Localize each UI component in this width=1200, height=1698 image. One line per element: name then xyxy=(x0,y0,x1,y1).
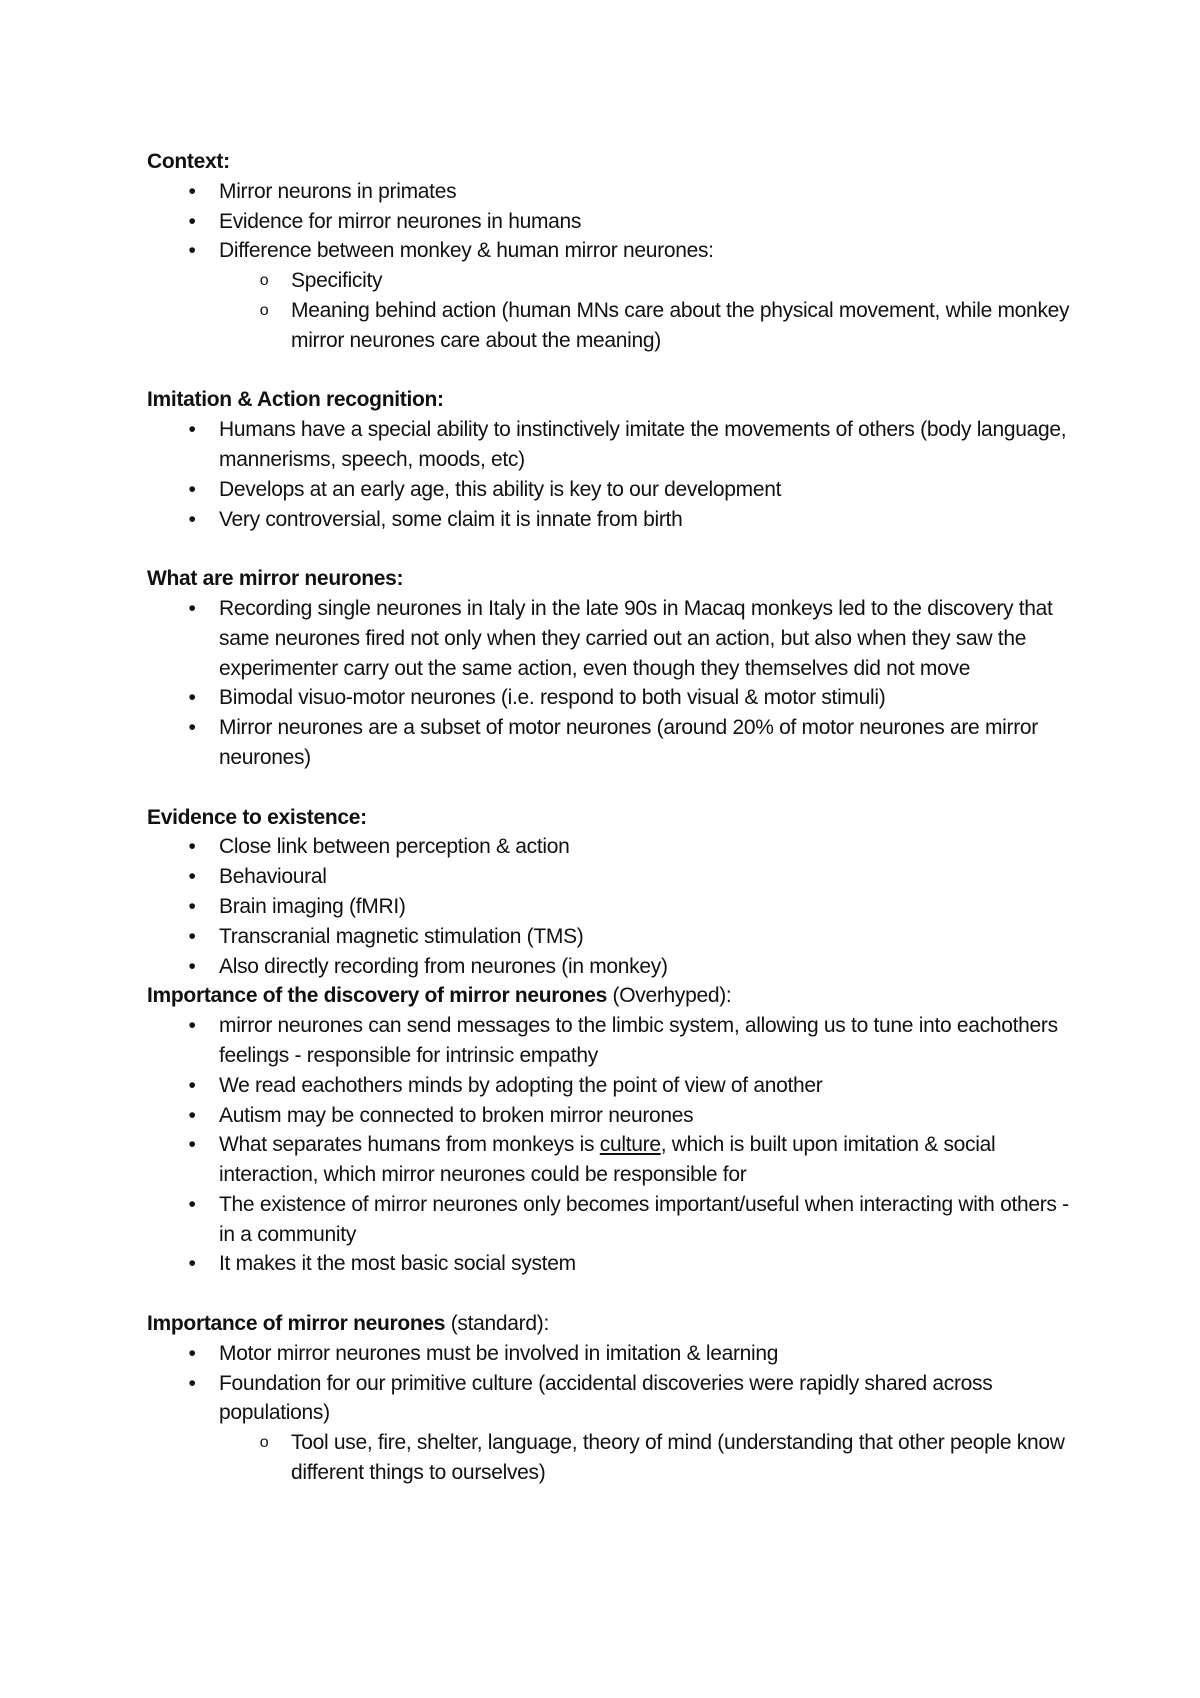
section-heading: What are mirror neurones: xyxy=(147,567,404,591)
bullet-icon: • xyxy=(188,1252,196,1276)
list-item: • Very controversial, some claim it is innate from birth xyxy=(219,505,1077,535)
bullet-icon: • xyxy=(188,239,196,263)
bullet-icon: • xyxy=(188,924,196,948)
section-evidence xyxy=(147,803,1077,982)
bullet-list xyxy=(147,1011,1077,1279)
list-item: • Difference between monkey & human mirror neurones: o Specificity o Meaning behind action (human MNs care about the physical movement, while monkey mirror neurones care about the meaning) xyxy=(219,236,1077,355)
bullet-icon: • xyxy=(188,1192,196,1216)
list-item: • Mirror neurones are a subset of motor neurones (around 20% of motor neurones are mirror neurones) xyxy=(219,713,1077,773)
bullet-icon: • xyxy=(188,1341,196,1365)
list-item: • Motor mirror neurones must be involved in imitation & learning xyxy=(219,1339,1077,1369)
sub-list-item: o Tool use, fire, shelter, language, theory of mind (understanding that other people know different things to ourselves) xyxy=(291,1428,1077,1488)
bullet-list xyxy=(147,594,1077,773)
section-what-are-mirror-neurones xyxy=(147,564,1077,773)
list-item: • Behavioural xyxy=(219,862,1077,892)
section-heading: Imitation & Action recognition: xyxy=(147,388,444,412)
section-importance-standard xyxy=(147,1309,1077,1488)
list-item: • Bimodal visuo-motor neurones (i.e. respond to both visual & motor stimuli) xyxy=(219,683,1077,713)
list-item: • It makes it the most basic social system xyxy=(219,1249,1077,1279)
sub-list-item: o Specificity xyxy=(291,266,1077,296)
bullet-list xyxy=(147,832,1077,981)
list-item: • Close link between perception & action xyxy=(219,832,1077,862)
section-imitation xyxy=(147,385,1077,534)
list-item: • Develops at an early age, this ability is key to our development xyxy=(219,475,1077,505)
list-item: • Mirror neurons in primates xyxy=(219,177,1077,207)
list-item: • Autism may be connected to broken mirror neurones xyxy=(219,1101,1077,1131)
sub-bullet-list xyxy=(219,266,1077,355)
section-heading: Importance of the discovery of mirror neurones (Overhyped): xyxy=(147,984,732,1008)
sub-bullet-list xyxy=(219,1428,1077,1488)
bullet-icon: • xyxy=(188,477,196,501)
list-item: • What separates humans from monkeys is culture, which is built upon imitation & social interaction, which mirror neurones could be responsible for xyxy=(219,1130,1077,1190)
bullet-icon: • xyxy=(188,1103,196,1127)
bullet-icon: • xyxy=(188,716,196,740)
section-heading: Importance of mirror neurones (standard): xyxy=(147,1312,549,1336)
bullet-icon: • xyxy=(188,835,196,859)
section-importance-discovery xyxy=(147,981,1077,1279)
bullet-icon: • xyxy=(188,209,196,233)
section-heading: Context: xyxy=(147,150,230,173)
bullet-icon: • xyxy=(188,1133,196,1157)
underlined-term: culture xyxy=(599,1133,661,1157)
bullet-icon: • xyxy=(188,418,196,442)
list-item: • Transcranial magnetic stimulation (TMS) xyxy=(219,922,1077,952)
list-item: • Humans have a special ability to instinctively imitate the movements of others (body language, mannerisms, speech, moods, etc) xyxy=(219,415,1077,475)
list-item: • We read eachothers minds by adopting the point of view of another xyxy=(219,1071,1077,1101)
bullet-icon: • xyxy=(188,686,196,710)
circle-bullet-icon: o xyxy=(259,272,269,290)
document-body xyxy=(147,147,1077,1488)
bullet-list xyxy=(147,177,1077,356)
bullet-icon: • xyxy=(188,1014,196,1038)
circle-bullet-icon: o xyxy=(259,301,269,319)
bullet-list xyxy=(147,1339,1077,1488)
list-item: • Recording single neurones in Italy in the late 90s in Macaq monkeys led to the discovery that same neurones fired not only when they carried out an action, but also when they saw the experimenter carry out the same action, even though they themselves did not move xyxy=(219,594,1077,683)
bullet-icon: • xyxy=(188,954,196,978)
bullet-list xyxy=(147,415,1077,534)
section-heading: Evidence to existence: xyxy=(147,805,367,829)
sub-list-item: o Meaning behind action (human MNs care about the physical movement, while monkey mirror neurones care about the meaning) xyxy=(291,296,1077,356)
list-item: • The existence of mirror neurones only becomes important/useful when interacting with others - in a community xyxy=(219,1190,1077,1250)
section-context xyxy=(147,147,1077,356)
bullet-icon: • xyxy=(188,865,196,889)
bullet-icon: • xyxy=(188,179,196,203)
list-item: • Foundation for our primitive culture (accidental discoveries were rapidly shared across populations) o Tool use, fire, shelter, language, theory of mind (understanding that other people know different things to ourselves) xyxy=(219,1369,1077,1488)
list-item: • Brain imaging (fMRI) xyxy=(219,892,1077,922)
bullet-icon: • xyxy=(188,507,196,531)
circle-bullet-icon: o xyxy=(259,1434,269,1452)
list-item: • Also directly recording from neurones (in monkey) xyxy=(219,952,1077,982)
list-item: • Evidence for mirror neurones in humans xyxy=(219,207,1077,237)
bullet-icon: • xyxy=(188,596,196,620)
bullet-icon: • xyxy=(188,894,196,918)
bullet-icon: • xyxy=(188,1371,196,1395)
bullet-icon: • xyxy=(188,1073,196,1097)
list-item: • mirror neurones can send messages to the limbic system, allowing us to tune into eachothers feelings - responsible for intrinsic empathy xyxy=(219,1011,1077,1071)
